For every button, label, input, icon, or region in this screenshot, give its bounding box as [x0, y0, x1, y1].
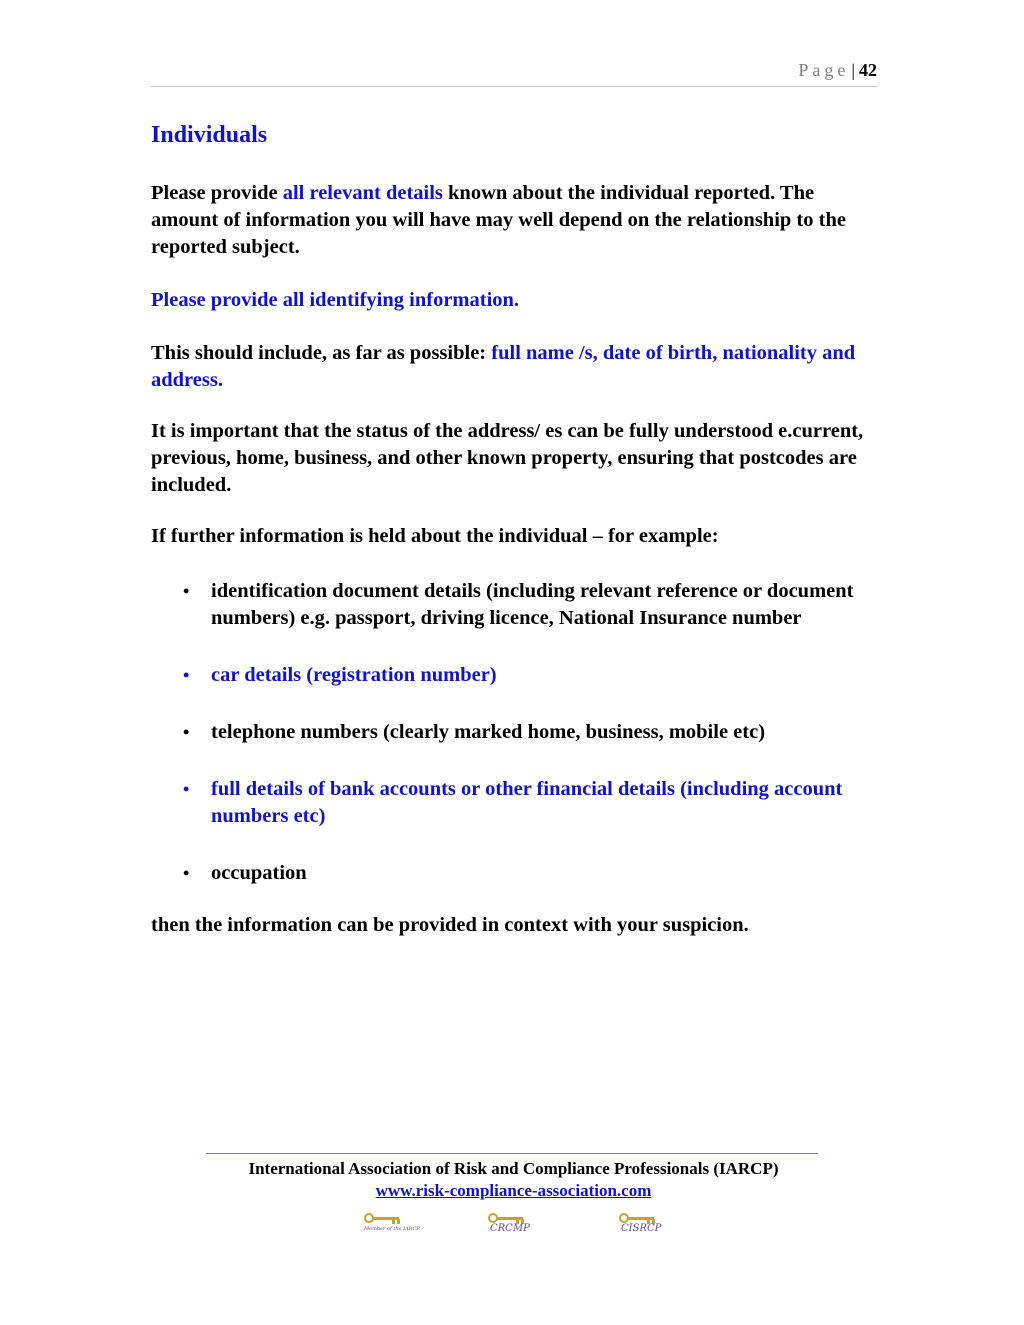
section-title: Individuals [151, 122, 268, 148]
paragraph-details-highlight: all relevant details [282, 182, 443, 204]
info-bullet-list [151, 578, 871, 887]
paragraph-identifying: Please provide all identifying information. [151, 289, 520, 311]
footer-organization: International Association of Risk and Compliance Professionals (IARCP) [248, 1159, 779, 1178]
bullet-icon: • [183, 779, 190, 799]
list-item-text: occupation [211, 862, 307, 884]
paragraph-details-part1: Please provide [151, 182, 283, 204]
page-label: Page [798, 60, 850, 80]
paragraph-further-info: If further information is held about the individual – for example: [151, 525, 719, 547]
key-icon [619, 1213, 659, 1223]
footer-logos [0, 1210, 1024, 1240]
footer-website-link[interactable]: www.risk-compliance-association.com [375, 1181, 652, 1200]
logo-caption: CISRCP [621, 1223, 662, 1234]
logo-member-iarcp [362, 1210, 422, 1238]
list-item [151, 860, 871, 887]
bullet-icon: • [183, 581, 190, 601]
bullet-icon: • [183, 665, 190, 685]
logo-cisrcp [617, 1210, 677, 1238]
key-icon [488, 1213, 528, 1223]
paragraph-address-status: It is important that the status of the address/ es can be fully understood e.current, previous, home, business, and other known property, ensuring that postcodes are included. [151, 420, 864, 496]
list-item-text: telephone numbers (clearly marked home, business, mobile etc) [211, 721, 766, 743]
logo-crcmp [486, 1210, 546, 1238]
footer-url [150, 1181, 877, 1201]
list-item [151, 578, 871, 632]
list-item [151, 719, 871, 746]
paragraph-include-part1: This should include, as far as possible: [151, 342, 492, 364]
list-item [151, 776, 871, 830]
list-item-text: identification document details (including relevant reference or document numbers) e.g. passport, driving licence, National Insurance number [211, 580, 854, 629]
page-header [150, 60, 877, 87]
page-separator: | [851, 60, 855, 80]
bullet-icon: • [183, 863, 190, 883]
bullet-icon: • [183, 722, 190, 742]
page-number: 42 [859, 60, 877, 80]
paragraph-include-highlight: full name /s, date of birth, nationality and address. [151, 342, 856, 391]
paragraph-include [151, 340, 871, 394]
logo-caption: Member of the IARCP [364, 1226, 420, 1232]
logo-caption: CRCMP [490, 1223, 530, 1234]
paragraph-details-part2: known about the individual reported. The amount of information you will have may well depend on the relationship to the reported subject. [151, 182, 846, 258]
list-item [151, 662, 871, 689]
list-item-text: full details of bank accounts or other financial details (including account numbers etc) [211, 778, 843, 827]
document-body [151, 118, 871, 939]
paragraph-closing: then the information can be provided in context with your suspicion. [151, 914, 749, 936]
key-icon [364, 1213, 404, 1223]
list-item-text: car details (registration number) [211, 664, 497, 686]
footer-divider [206, 1153, 818, 1154]
paragraph-details [151, 180, 871, 261]
